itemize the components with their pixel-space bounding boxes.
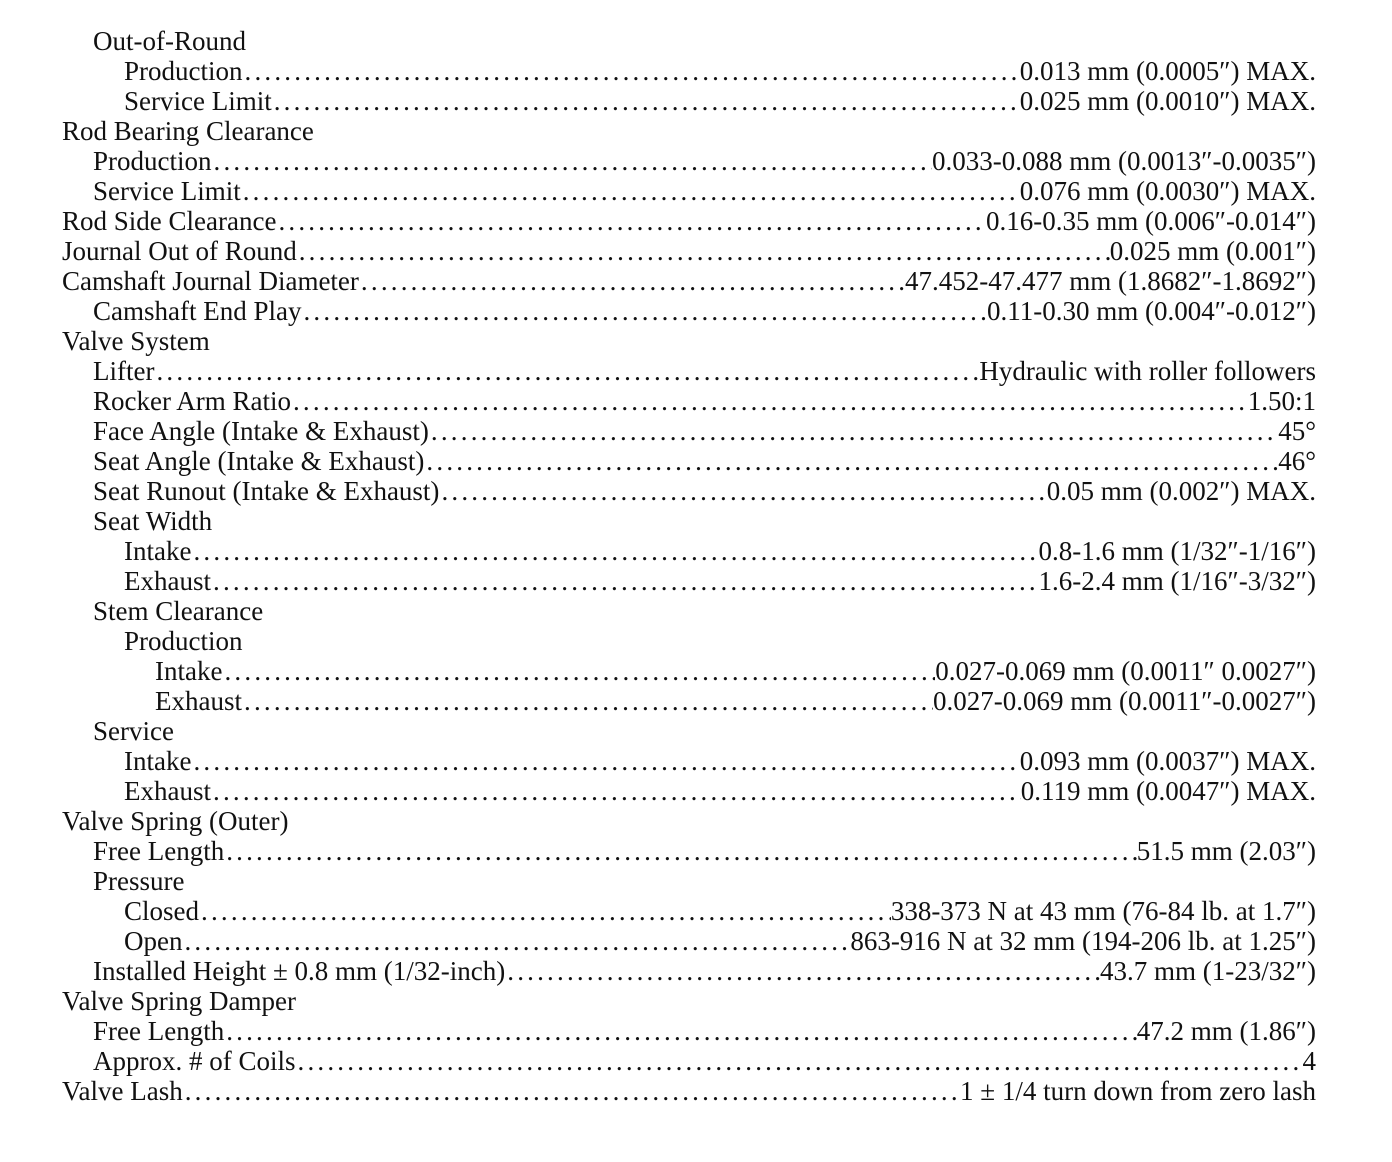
dot-leader — [241, 176, 1020, 206]
dot-leader — [505, 956, 1100, 986]
spec-label: Intake — [124, 536, 192, 566]
spec-row — [62, 656, 1316, 686]
spec-label: Lifter — [93, 356, 155, 386]
spec-row — [62, 416, 1316, 446]
spec-row — [62, 806, 1316, 836]
dot-leader — [183, 1076, 960, 1106]
spec-row — [62, 626, 1316, 656]
spec-row — [62, 56, 1316, 86]
dot-leader — [429, 416, 1278, 446]
spec-row — [62, 86, 1316, 116]
dot-leader — [182, 926, 850, 956]
spec-value: 0.033-0.088 mm (0.0013″-0.0035″) — [932, 146, 1316, 176]
spec-label: Seat Width — [93, 506, 213, 536]
spec-row — [62, 836, 1316, 866]
spec-label: Face Angle (Intake & Exhaust) — [93, 416, 429, 446]
dot-leader — [291, 386, 1248, 416]
spec-row — [62, 896, 1316, 926]
spec-label: Open — [124, 926, 183, 956]
dot-leader — [224, 836, 1137, 866]
spec-label: Free Length — [93, 1016, 225, 1046]
spec-label: Pressure — [93, 866, 185, 896]
spec-value: 47.2 mm (1.86″) — [1136, 1016, 1316, 1046]
spec-label: Free Length — [93, 836, 225, 866]
dot-leader — [211, 776, 1021, 806]
spec-row — [62, 176, 1316, 206]
spec-value: 0.013 mm (0.0005″) MAX. — [1019, 56, 1316, 86]
spec-label: Production — [124, 56, 243, 86]
spec-row — [62, 596, 1316, 626]
spec-row — [62, 1076, 1316, 1106]
spec-row — [62, 746, 1316, 776]
dot-leader — [301, 296, 987, 326]
dot-leader — [439, 476, 1046, 506]
spec-value: 0.025 mm (0.001″) — [1109, 236, 1316, 266]
spec-row — [62, 1016, 1316, 1046]
dot-leader — [272, 86, 1020, 116]
spec-label: Out-of-Round — [93, 26, 246, 56]
spec-value: 0.025 mm (0.0010″) MAX. — [1019, 86, 1316, 116]
spec-value: 4 — [1302, 1046, 1316, 1076]
spec-row — [62, 356, 1316, 386]
spec-label: Production — [93, 146, 212, 176]
spec-label: Service — [93, 716, 174, 746]
dot-leader — [212, 146, 933, 176]
spec-label: Exhaust — [124, 776, 211, 806]
spec-list — [62, 26, 1316, 1106]
spec-row — [62, 26, 1316, 56]
dot-leader — [359, 266, 905, 296]
dot-leader — [211, 566, 1039, 596]
dot-leader — [154, 356, 979, 386]
dot-leader — [296, 1046, 1303, 1076]
spec-row — [62, 536, 1316, 566]
spec-label: Rod Bearing Clearance — [62, 116, 314, 146]
spec-value: 0.027-0.069 mm (0.0011″-0.0027″) — [933, 686, 1316, 716]
spec-row — [62, 926, 1316, 956]
spec-value: 0.027-0.069 mm (0.0011″ 0.0027″) — [935, 656, 1316, 686]
spec-row — [62, 1046, 1316, 1076]
spec-value: 51.5 mm (2.03″) — [1136, 836, 1316, 866]
spec-label: Valve System — [62, 326, 210, 356]
spec-label: Camshaft End Play — [93, 296, 302, 326]
spec-row — [62, 776, 1316, 806]
spec-value: 0.05 mm (0.002″) MAX. — [1046, 476, 1316, 506]
dot-leader — [243, 56, 1020, 86]
spec-label: Valve Spring Damper — [62, 986, 296, 1016]
spec-row — [62, 716, 1316, 746]
spec-label: Stem Clearance — [93, 596, 264, 626]
spec-label: Approx. # of Coils — [93, 1046, 296, 1076]
spec-label: Intake — [124, 746, 192, 776]
dot-leader — [191, 536, 1038, 566]
spec-label: Rod Side Clearance — [62, 206, 277, 236]
dot-leader — [242, 686, 933, 716]
dot-leader — [224, 1016, 1137, 1046]
spec-value: 0.11-0.30 mm (0.004″-0.012″) — [987, 296, 1316, 326]
spec-label: Production — [124, 626, 243, 656]
spec-value: 46° — [1278, 446, 1316, 476]
spec-row — [62, 956, 1316, 986]
spec-value: 1 ± 1/4 turn down from zero lash — [960, 1076, 1316, 1106]
spec-value: 43.7 mm (1-23/32″) — [1100, 956, 1316, 986]
spec-label: Seat Angle (Intake & Exhaust) — [93, 446, 425, 476]
spec-row — [62, 266, 1316, 296]
spec-value: 0.093 mm (0.0037″) MAX. — [1019, 746, 1316, 776]
spec-label: Rocker Arm Ratio — [93, 386, 291, 416]
dot-leader — [297, 236, 1110, 266]
spec-label: Service Limit — [124, 86, 272, 116]
spec-row — [62, 866, 1316, 896]
spec-row — [62, 146, 1316, 176]
spec-row — [62, 566, 1316, 596]
spec-label: Intake — [155, 656, 223, 686]
spec-value: 1.6-2.4 mm (1/16″-3/32″) — [1038, 566, 1316, 596]
spec-value: 0.076 mm (0.0030″) MAX. — [1019, 176, 1316, 206]
dot-leader — [191, 746, 1019, 776]
spec-label: Service Limit — [93, 176, 241, 206]
spec-value: 863-916 N at 32 mm (194-206 lb. at 1.25″) — [850, 926, 1316, 956]
spec-row — [62, 206, 1316, 236]
spec-row — [62, 326, 1316, 356]
spec-row — [62, 686, 1316, 716]
spec-row — [62, 116, 1316, 146]
spec-value: 338-373 N at 43 mm (76-84 lb. at 1.7″) — [890, 896, 1316, 926]
spec-value: 0.16-0.35 mm (0.006″-0.014″) — [986, 206, 1316, 236]
spec-row — [62, 476, 1316, 506]
dot-leader — [222, 656, 935, 686]
spec-label: Closed — [124, 896, 200, 926]
spec-row — [62, 986, 1316, 1016]
spec-value: 1.50:1 — [1247, 386, 1316, 416]
spec-label: Installed Height ± 0.8 mm (1/32-inch) — [93, 956, 506, 986]
spec-row — [62, 236, 1316, 266]
spec-value: Hydraulic with roller followers — [979, 356, 1316, 386]
spec-label: Camshaft Journal Diameter — [62, 266, 359, 296]
spec-value: 45° — [1278, 416, 1316, 446]
spec-row — [62, 386, 1316, 416]
spec-sheet — [62, 26, 1316, 1106]
dot-leader — [424, 446, 1278, 476]
spec-label: Exhaust — [124, 566, 211, 596]
spec-row — [62, 446, 1316, 476]
spec-label: Journal Out of Round — [62, 236, 297, 266]
spec-label: Valve Lash — [62, 1076, 183, 1106]
spec-label: Exhaust — [155, 686, 242, 716]
spec-value: 0.119 mm (0.0047″) MAX. — [1020, 776, 1316, 806]
spec-label: Seat Runout (Intake & Exhaust) — [93, 476, 440, 506]
spec-value: 0.8-1.6 mm (1/32″-1/16″) — [1038, 536, 1316, 566]
spec-label: Valve Spring (Outer) — [62, 806, 289, 836]
dot-leader — [276, 206, 986, 236]
dot-leader — [199, 896, 891, 926]
spec-row — [62, 296, 1316, 326]
spec-value: 47.452-47.477 mm (1.8682″-1.8692″) — [905, 266, 1316, 296]
spec-row — [62, 506, 1316, 536]
